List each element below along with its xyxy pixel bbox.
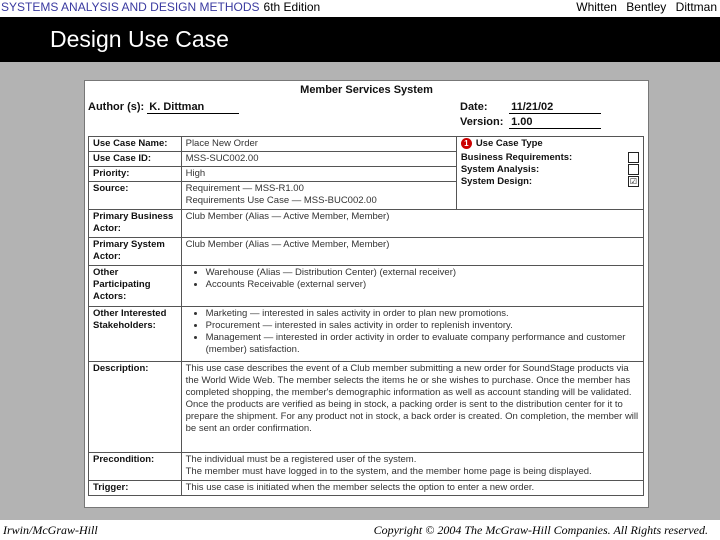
type-analysis-label: System Analysis: [460,164,540,175]
precondition-line: The individual must be a registered user of the system. [185,454,417,465]
title-bar [0,17,720,62]
version-value: 1.00 [509,116,601,129]
use-case-type-box [456,137,643,210]
version-label: Version: [460,116,504,128]
author-list [570,0,717,14]
author-value: K. Dittman [147,101,239,114]
list-item: • Management — interested in order activity in order to evaluate company performance and customer (member) satisfaction. [206,332,639,356]
source-line: Requirements Use Case — MSS-BUC002.00 [185,195,377,206]
list-item: • Marketing — interested in sales activity in order to plan new promotions. [206,308,639,320]
checkbox-icon [628,164,639,175]
publisher: Irwin/McGraw-Hill [3,523,98,537]
use-case-document [84,80,649,508]
author-field [88,101,239,114]
list-item: • Warehouse (Alias — Distribution Center) (external receiver) [206,267,639,279]
description-label: Description: [89,362,182,453]
primary-system-actor-label: Primary System Actor: [89,238,182,266]
checkbox-icon [628,152,639,163]
type-business-label: Business Requirements: [460,152,573,163]
type-design [461,176,639,188]
header-bar [0,0,720,16]
other-actors [181,266,643,307]
slide-title: Design Use Case [50,26,229,52]
source-label: Source: [89,182,182,210]
author-name: Dittman [675,0,717,14]
stakeholders [181,307,643,362]
other-actors-label: Other Participating Actors: [89,266,182,307]
type-heading [461,138,639,150]
precondition-text [181,453,643,481]
use-case-name: Place New Order [181,137,456,152]
system-name: Member Services System [300,84,433,96]
course-heading [1,0,320,14]
list-item: • Procurement — interested in sales activity in order to replenish inventory. [206,320,639,332]
stakeholders-label: Other Interested Stakeholders: [89,307,182,362]
type-business [461,152,639,164]
precondition-label: Precondition: [89,453,182,481]
use-case-table [88,136,644,496]
type-design-label: System Design: [460,176,533,187]
primary-system-actor: Club Member (Alias — Active Member, Member) [181,238,643,266]
priority-label: Priority: [89,167,182,182]
description-text: This use case describes the event of a Club member submitting a new order for SoundStage products via the World Wide Web. The member selects the items he or she wishes to purchase. Once the member has completed shopping, the member's demographic information as well as account standing will be validated. Once the products are verified as being in stock, a packing order is sent to the distribution center for it to prepare the shipment. For any product not in stock, a back order is created. On completion, the member will be sent an order confirmation. [181,362,643,453]
primary-business-actor-label: Primary Business Actor: [89,210,182,238]
source-value [181,182,456,210]
trigger-text: This use case is initiated when the member selects the option to enter a new order. [181,481,643,496]
date-value: 11/21/02 [509,101,601,114]
checked-checkbox-icon: ☑ [629,177,638,186]
date-field [460,101,601,114]
use-case-name-label: Use Case Name: [89,137,182,152]
type-title: Use Case Type [475,138,543,149]
callout-badge: 1 [461,138,472,149]
type-analysis [461,164,639,176]
course-title: SYSTEMS ANALYSIS AND DESIGN METHODS [1,0,260,14]
list-item: • Accounts Receivable (external server) [206,279,639,291]
copyright: Copyright © 2004 The McGraw-Hill Companies. All Rights reserved. [373,523,708,537]
edition-label: 6th Edition [263,0,321,14]
author-name: Bentley [626,0,667,14]
footer [0,520,720,540]
date-label: Date: [460,101,488,113]
use-case-id-label: Use Case ID: [89,152,182,167]
priority-value: High [181,167,456,182]
author-label: Author (s): [88,101,145,113]
version-field [460,116,601,129]
trigger-label: Trigger: [89,481,182,496]
source-line: Requirement — MSS-R1.00 [185,183,304,194]
precondition-line: The member must have logged in to the system, and the member home page is being displayed. [185,466,592,477]
use-case-id: MSS-SUC002.00 [181,152,456,167]
primary-business-actor: Club Member (Alias — Active Member, Member) [181,210,643,238]
author-name: Whitten [576,0,617,14]
